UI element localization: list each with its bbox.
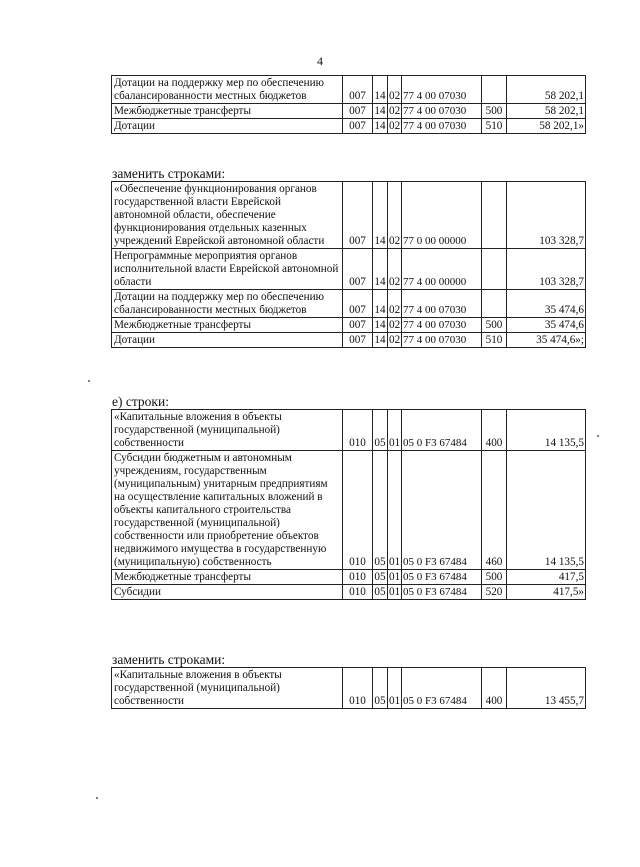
subsection-code: 02 bbox=[388, 290, 402, 318]
table-row bbox=[112, 410, 586, 451]
ministry-code: 010 bbox=[343, 570, 373, 585]
row-name: Межбюджетные трансферты bbox=[112, 570, 343, 585]
expense-type-code: 500 bbox=[482, 104, 507, 119]
table-row bbox=[112, 333, 586, 348]
table-row bbox=[112, 249, 586, 290]
expense-type-code: 520 bbox=[482, 585, 507, 600]
budget-table-original-1 bbox=[111, 75, 586, 134]
row-name: «Капитальные вложения в объекты государственной (муниципальной) собственности bbox=[112, 410, 343, 451]
section-code: 05 bbox=[373, 451, 388, 570]
row-name: Межбюджетные трансферты bbox=[112, 318, 343, 333]
ministry-code: 010 bbox=[343, 668, 373, 709]
ministry-code: 007 bbox=[343, 290, 373, 318]
target-article-code: 77 4 00 00000 bbox=[402, 249, 482, 290]
table-row bbox=[112, 119, 586, 134]
expense-type-code: 400 bbox=[482, 668, 507, 709]
row-name: «Капитальные вложения в объекты государственной (муниципальной) собственности bbox=[112, 668, 343, 709]
section-code: 05 bbox=[373, 410, 388, 451]
table-row bbox=[112, 104, 586, 119]
subsection-code: 02 bbox=[388, 249, 402, 290]
target-article-code: 77 4 00 07030 bbox=[402, 318, 482, 333]
row-name: Субсидии bbox=[112, 585, 343, 600]
table-row bbox=[112, 585, 586, 600]
section-code: 14 bbox=[374, 120, 386, 132]
table-row bbox=[112, 668, 586, 709]
replace-label: заменить строками: bbox=[112, 166, 226, 181]
subsection-code: 01 bbox=[388, 451, 402, 570]
amount: 14 135,5 bbox=[507, 451, 586, 570]
expense-type-code bbox=[482, 249, 507, 290]
target-article-code: 77 0 00 00000 bbox=[402, 182, 482, 249]
table-row bbox=[112, 290, 586, 318]
row-name: Межбюджетные трансферты bbox=[112, 104, 343, 119]
scan-speck bbox=[88, 380, 90, 382]
ministry-code: 007 bbox=[343, 333, 373, 348]
amount: 35 474,6 bbox=[507, 318, 586, 333]
target-article-code: 05 0 F3 67484 bbox=[402, 451, 482, 570]
section-code: 14 bbox=[373, 249, 388, 290]
replace-label: заменить строками: bbox=[112, 652, 226, 667]
table-row bbox=[112, 451, 586, 570]
ministry-code: 007 bbox=[343, 119, 373, 134]
amount: 417,5» bbox=[507, 585, 586, 600]
target-article-code: 05 0 F3 67484 bbox=[402, 410, 482, 451]
target-article-code: 77 4 00 07030 bbox=[402, 76, 482, 104]
ministry-code: 007 bbox=[343, 318, 373, 333]
expense-type-code: 510 bbox=[482, 119, 507, 134]
expense-type-code: 500 bbox=[482, 318, 507, 333]
ministry-code: 007 bbox=[343, 104, 373, 119]
subsection-code: 01 bbox=[388, 410, 402, 451]
subsection-code: 02 bbox=[388, 76, 402, 104]
target-article-code: 77 4 00 07030 bbox=[402, 290, 482, 318]
budget-table-original-2 bbox=[111, 409, 586, 600]
section-code: 14 bbox=[374, 105, 386, 117]
row-name: Дотации на поддержку мер по обеспечению сбалансированности местных бюджетов bbox=[112, 76, 343, 104]
row-name: «Обеспечение функционирования органов государственной власти Еврейской автономной области, обеспечение функционирования отдельных казенных учреждений Еврейской автономной области bbox=[112, 182, 343, 249]
ministry-code: 010 bbox=[343, 585, 373, 600]
amount: 13 455,7 bbox=[507, 668, 586, 709]
scan-speck bbox=[597, 435, 599, 437]
section-code: 14 bbox=[374, 319, 386, 331]
expense-type-code bbox=[482, 76, 507, 104]
expense-type-code bbox=[482, 290, 507, 318]
subsection-code: 01 bbox=[389, 571, 401, 583]
table-row bbox=[112, 76, 586, 104]
scan-speck bbox=[96, 797, 98, 799]
target-article-code: 77 4 00 07030 bbox=[402, 333, 482, 348]
page-number: 4 bbox=[317, 54, 323, 68]
section-code: 14 bbox=[373, 182, 388, 249]
row-name: Непрограммные мероприятия органов исполнительной власти Еврейской автономной области bbox=[112, 249, 343, 290]
expense-type-code: 500 bbox=[482, 570, 507, 585]
target-article-code: 05 0 F3 67484 bbox=[402, 585, 482, 600]
section-code: 14 bbox=[374, 334, 386, 346]
subsection-code: 02 bbox=[388, 182, 402, 249]
ministry-code: 010 bbox=[343, 410, 373, 451]
row-name: Дотации на поддержку мер по обеспечению сбалансированности местных бюджетов bbox=[112, 290, 343, 318]
ministry-code: 007 bbox=[343, 76, 373, 104]
expense-type-code bbox=[482, 182, 507, 249]
ministry-code: 010 bbox=[343, 451, 373, 570]
row-name: Дотации bbox=[112, 333, 343, 348]
subsection-code: 01 bbox=[389, 586, 401, 598]
amount: 35 474,6 bbox=[507, 290, 586, 318]
amount: 103 328,7 bbox=[507, 249, 586, 290]
amount: 35 474,6»; bbox=[507, 333, 586, 348]
amount: 58 202,1» bbox=[507, 119, 586, 134]
section-e-label: е) строки: bbox=[112, 394, 169, 409]
subsection-code: 02 bbox=[389, 105, 401, 117]
target-article-code: 77 4 00 07030 bbox=[402, 119, 482, 134]
row-name: Субсидии бюджетным и автономным учреждениям, государственным (муниципальным) унитарным предприятиям на осуществление капитальных вложений в объекты капитального строительства государственной (муниципальной) собственности или приобретение объектов недвижимого имущества в государственную (муниципальную) собственность bbox=[112, 451, 343, 570]
section-code: 14 bbox=[373, 76, 388, 104]
amount: 58 202,1 bbox=[507, 76, 586, 104]
table-row bbox=[112, 182, 586, 249]
target-article-code: 77 4 00 07030 bbox=[402, 104, 482, 119]
section-code: 05 bbox=[374, 571, 386, 583]
amount: 58 202,1 bbox=[507, 104, 586, 119]
amount: 417,5 bbox=[507, 570, 586, 585]
expense-type-code: 510 bbox=[482, 333, 507, 348]
target-article-code: 05 0 F3 67484 bbox=[402, 668, 482, 709]
budget-table-replacement-2 bbox=[111, 667, 586, 709]
amount: 14 135,5 bbox=[507, 410, 586, 451]
subsection-code: 02 bbox=[389, 334, 401, 346]
expense-type-code: 400 bbox=[482, 410, 507, 451]
section-code: 14 bbox=[373, 290, 388, 318]
section-code: 05 bbox=[373, 668, 388, 709]
target-article-code: 05 0 F3 67484 bbox=[402, 570, 482, 585]
budget-table-replacement-1 bbox=[111, 181, 586, 348]
amount: 103 328,7 bbox=[507, 182, 586, 249]
expense-type-code: 460 bbox=[482, 451, 507, 570]
subsection-code: 02 bbox=[389, 319, 401, 331]
ministry-code: 007 bbox=[343, 182, 373, 249]
section-code: 05 bbox=[374, 586, 386, 598]
ministry-code: 007 bbox=[343, 249, 373, 290]
table-row bbox=[112, 570, 586, 585]
table-row bbox=[112, 318, 586, 333]
subsection-code: 02 bbox=[389, 120, 401, 132]
subsection-code: 01 bbox=[388, 668, 402, 709]
row-name: Дотации bbox=[112, 119, 343, 134]
